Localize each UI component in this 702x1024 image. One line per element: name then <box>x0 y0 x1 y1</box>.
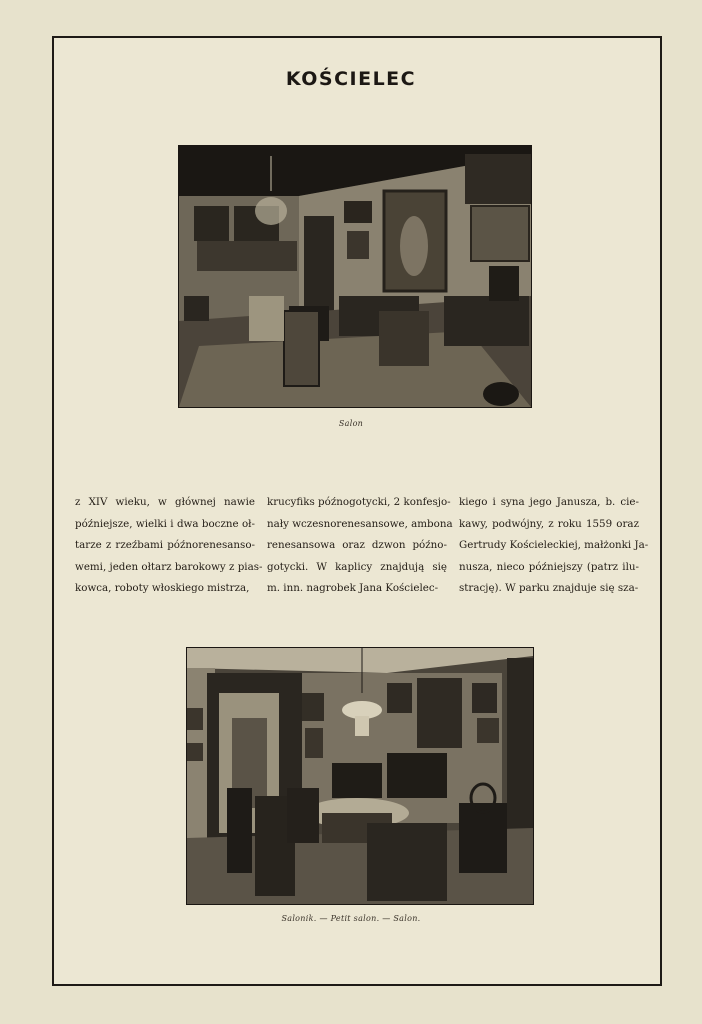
text-line: późniejsze, wielki i dwa boczne oł- <box>75 517 255 530</box>
text-line: m. inn. nagrobek Jana Kościelec- <box>267 582 439 595</box>
salonik-caption: Salonik. — Petit salon. — Salon. <box>281 914 421 923</box>
text-line: strację). W parku znajduje się sza- <box>459 582 639 595</box>
text-column-3 <box>459 492 649 600</box>
text-line: Gertrudy Kościeleckiej, małżonki Ja- <box>459 539 649 552</box>
text-line: krucyfiks późnogotycki, 2 konfesjo- <box>267 496 451 508</box>
text-line: wemi, jeden ołtarz barokowy z pias- <box>75 560 263 573</box>
text-line: nusza, nieco późniejszy (patrz ilu- <box>459 560 639 573</box>
salonik-photo <box>186 647 534 905</box>
text-column-2 <box>267 492 453 600</box>
text-line: nały wczesnorenesansowe, ambona <box>267 517 453 530</box>
text-line: gotycki. W kaplicy znajdują się <box>267 560 447 573</box>
page-title: KOŚCIELEC <box>285 68 417 90</box>
text-line: z XIV wieku, w głównej nawie <box>75 496 255 508</box>
text-column-1 <box>75 492 263 600</box>
text-line: kawy, podwójny, z roku 1559 oraz <box>459 517 639 530</box>
text-line: tarze z rzeźbami późnorenesanso- <box>75 539 255 552</box>
salon-photo <box>178 145 532 408</box>
text-line: kowca, roboty włoskiego mistrza, <box>75 582 250 595</box>
text-line: renesansowa oraz dzwon późno- <box>267 539 447 552</box>
text-line: kiego i syna jego Janusza, b. cie- <box>459 496 639 508</box>
salon-caption: Salon <box>338 419 364 428</box>
